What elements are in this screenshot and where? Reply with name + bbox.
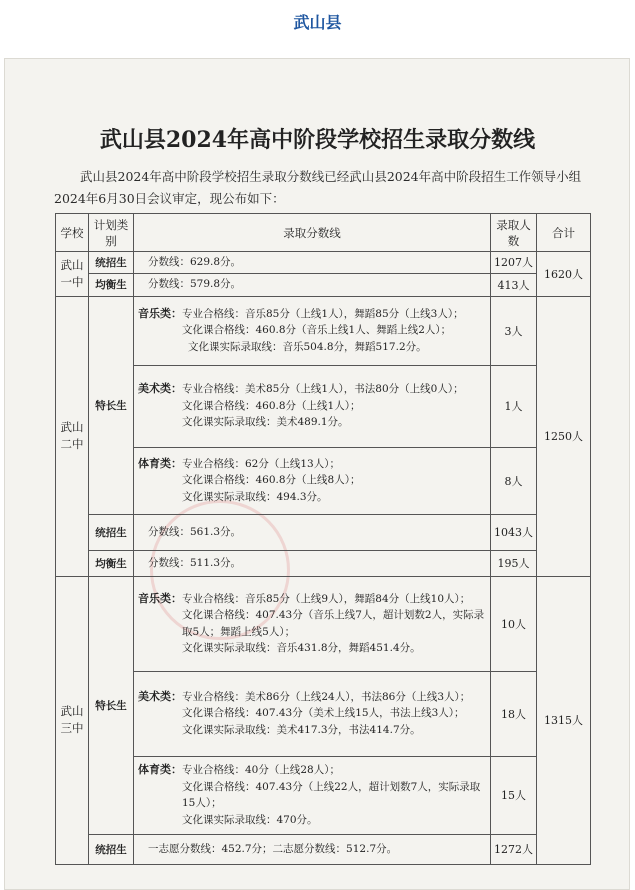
culture-pass-line: 文化课合格线：460.8分（上线8人）；: [182, 474, 361, 487]
specialty-line: 专业合格线：62分（上线13人）；: [182, 457, 340, 470]
table-row: [56, 514, 591, 550]
admission-score-table: [55, 213, 591, 865]
admitted-count: 413人: [491, 273, 537, 296]
culture-pass-line: 文化课合格线：460.8分（音乐上线1人、舞蹈上线2人）；: [182, 324, 452, 337]
specialty-score-block: [134, 671, 491, 756]
table-header-row: [56, 214, 591, 252]
table-row: [56, 296, 591, 365]
category-label: 统招生: [89, 834, 134, 864]
document-intro: 武山县2024年高中阶段学校招生录取分数线已经武山县2024年高中阶段招生工作领导小组2024年6月30日会议审定，现公布如下：: [54, 169, 582, 206]
category-label: 统招生: [89, 252, 134, 274]
specialty-score-block: [134, 296, 491, 365]
school-name: 武山一中: [56, 252, 89, 297]
specialty-type: 音乐类：: [138, 306, 182, 320]
table-row: [56, 671, 591, 756]
culture-admit-line: 文化课实际录取线：494.3分。: [182, 490, 328, 503]
culture-admit-line: 文化课实际录取线：美术489.1分。: [182, 416, 349, 429]
admitted-count: 18人: [491, 671, 537, 756]
specialty-type: 音乐类：: [138, 591, 182, 605]
admitted-count: 1207人: [491, 252, 537, 274]
score-line: 分数线：629.8分。: [134, 252, 491, 274]
header-total: 合计: [537, 214, 591, 252]
header-admitted-count: 录取人数: [491, 214, 537, 252]
admitted-count: 195人: [491, 550, 537, 576]
specialty-type: 体育类：: [138, 763, 182, 776]
document-title: 武山县2024年高中阶段学校招生录取分数线: [99, 127, 536, 153]
table-row: [56, 756, 591, 834]
admitted-count: 15人: [491, 756, 537, 834]
culture-pass-line: 文化课合格线：407.43分（上线22人，超计划数7人，实际录取15人）；: [182, 780, 481, 809]
culture-admit-line: 文化课实际录取线：音乐504.8分，舞蹈517.2分。: [188, 340, 427, 353]
admitted-count: 8人: [491, 447, 537, 514]
culture-pass-line: 文化课合格线：407.43分（音乐上线7人，超计划数2人，实际录取5人；舞蹈上线5人）；: [182, 609, 485, 638]
specialty-score-block: [134, 756, 491, 834]
culture-admit-line: 文化课实际录取线：美术417.3分，书法414.7分。: [182, 723, 421, 736]
specialty-type: 美术类：: [138, 382, 182, 396]
header-school: 学校: [56, 214, 89, 252]
specialty-line: 专业合格线：音乐85分（上线9人），舞蹈84分（上线10人）；: [182, 592, 471, 605]
admitted-count: 1272人: [491, 834, 537, 864]
header-category: 计划类别: [89, 214, 134, 252]
category-label: 统招生: [89, 514, 134, 550]
school-name: 武山二中: [56, 296, 89, 576]
table-row: [56, 365, 591, 447]
table-row: [56, 550, 591, 576]
table-row: [56, 576, 591, 671]
score-line: 分数线：561.3分。: [134, 514, 491, 550]
specialty-line: 专业合格线：美术85分（上线1人），书法80分（上线0人）；: [182, 383, 464, 396]
culture-admit-line: 文化课实际录取线：470分。: [182, 813, 318, 826]
header-score-lines: 录取分数线: [134, 214, 491, 252]
admitted-count: 10人: [491, 576, 537, 671]
culture-pass-line: 文化课合格线：460.8分（上线1人）；: [182, 399, 361, 412]
page-header-title: 武山县: [293, 13, 342, 32]
specialty-line: 专业合格线：美术86分（上线24人），书法86分（上线3人）；: [182, 690, 471, 703]
school-total: 1315人: [537, 576, 591, 864]
specialty-line: 专业合格线：40分（上线28人）；: [182, 764, 340, 776]
score-line: 分数线：579.8分。: [134, 273, 491, 296]
admitted-count: 1人: [491, 365, 537, 447]
school-total: 1620人: [537, 252, 591, 297]
score-line: 分数线：511.3分。: [134, 550, 491, 576]
admitted-count: 3人: [491, 296, 537, 365]
specialty-type: 体育类：: [138, 456, 182, 470]
school-name: 武山三中: [56, 576, 89, 864]
culture-admit-line: 文化课实际录取线：音乐431.8分，舞蹈451.4分。: [182, 642, 421, 654]
category-label: 特长生: [89, 576, 134, 834]
culture-pass-line: 文化课合格线：407.43分（美术上线15人，书法上线3人）；: [182, 707, 465, 720]
category-label: 均衡生: [89, 550, 134, 576]
score-line: 一志愿分数线：452.7分；二志愿分数线：512.7分。: [134, 834, 491, 864]
table-row: [56, 273, 591, 296]
specialty-type: 美术类：: [138, 689, 182, 703]
table-row: [56, 252, 591, 274]
category-label: 特长生: [89, 296, 134, 514]
specialty-line: 专业合格线：音乐85分（上线1人），舞蹈85分（上线3人）；: [182, 307, 464, 320]
admitted-count: 1043人: [491, 514, 537, 550]
specialty-score-block: [134, 365, 491, 447]
table-row: [56, 834, 591, 864]
table-row: [56, 447, 591, 514]
specialty-score-block: [134, 576, 491, 671]
specialty-score-block: [134, 447, 491, 514]
category-label: 均衡生: [89, 273, 134, 296]
school-total: 1250人: [537, 296, 591, 576]
